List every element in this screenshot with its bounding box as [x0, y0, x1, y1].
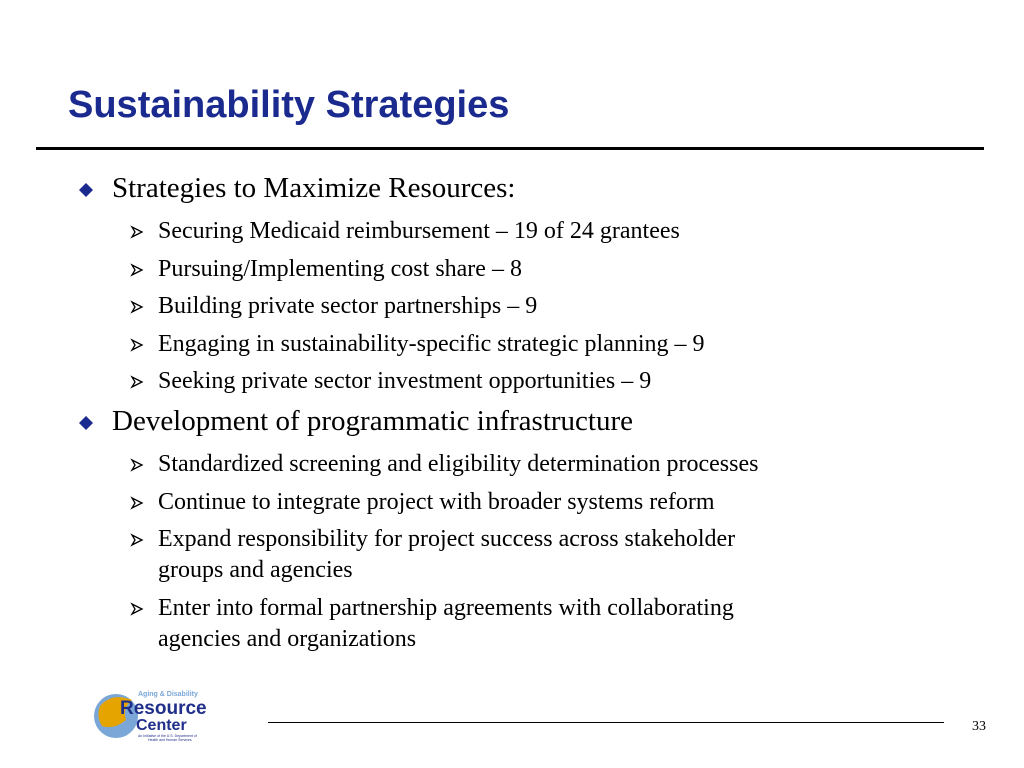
list-item: Building private sector partnerships – 9 [158, 293, 538, 319]
section-heading: Development of programmatic infrastructure [112, 405, 633, 437]
logo-tagline2: Health and Human Services [148, 738, 192, 742]
list-item-continuation: groups and agencies [158, 557, 353, 583]
list-item: Expand responsibility for project success across stakeholder [158, 526, 736, 552]
list-item: Standardized screening and eligibility determination processes [158, 451, 759, 477]
list-item: Enter into formal partnership agreements with collaborating [158, 594, 734, 621]
page-title: Sustainability Strategies [68, 84, 510, 126]
arrowhead-bullet-icon [130, 375, 144, 389]
footer-divider [268, 722, 944, 723]
section-heading: Strategies to Maximize Resources: [112, 172, 516, 204]
arrowhead-bullet-icon [130, 225, 144, 239]
logo-line1: Resource [120, 698, 207, 719]
diamond-bullet-icon [79, 416, 93, 430]
diamond-bullet-icon [79, 183, 93, 197]
logo-top-text: Aging & Disability [138, 691, 198, 698]
arrowhead-bullet-icon [130, 263, 144, 277]
list-item: Seeking private sector investment opportunities – 9 [158, 368, 652, 394]
list-item: Engaging in sustainability-specific strategic planning – 9 [158, 330, 705, 357]
list-item: Securing Medicaid reimbursement – 19 of 24 grantees [158, 218, 680, 244]
arrowhead-bullet-icon [130, 602, 144, 616]
arrowhead-bullet-icon [130, 458, 144, 472]
page-number: 33 [972, 719, 986, 734]
logo-line2: Center [136, 717, 187, 734]
list-item-continuation: agencies and organizations [158, 625, 417, 652]
logo-tagline1: An Initiative of the U.S. Department of [138, 734, 197, 738]
list-item: Continue to integrate project with broader systems reform [158, 488, 715, 515]
resource-center-logo [92, 686, 232, 746]
list-item: Pursuing/Implementing cost share – 8 [158, 255, 522, 282]
arrowhead-bullet-icon [130, 533, 144, 547]
arrowhead-bullet-icon [130, 300, 144, 314]
arrowhead-bullet-icon [130, 496, 144, 510]
arrowhead-bullet-icon [130, 338, 144, 352]
title-divider [36, 147, 984, 150]
